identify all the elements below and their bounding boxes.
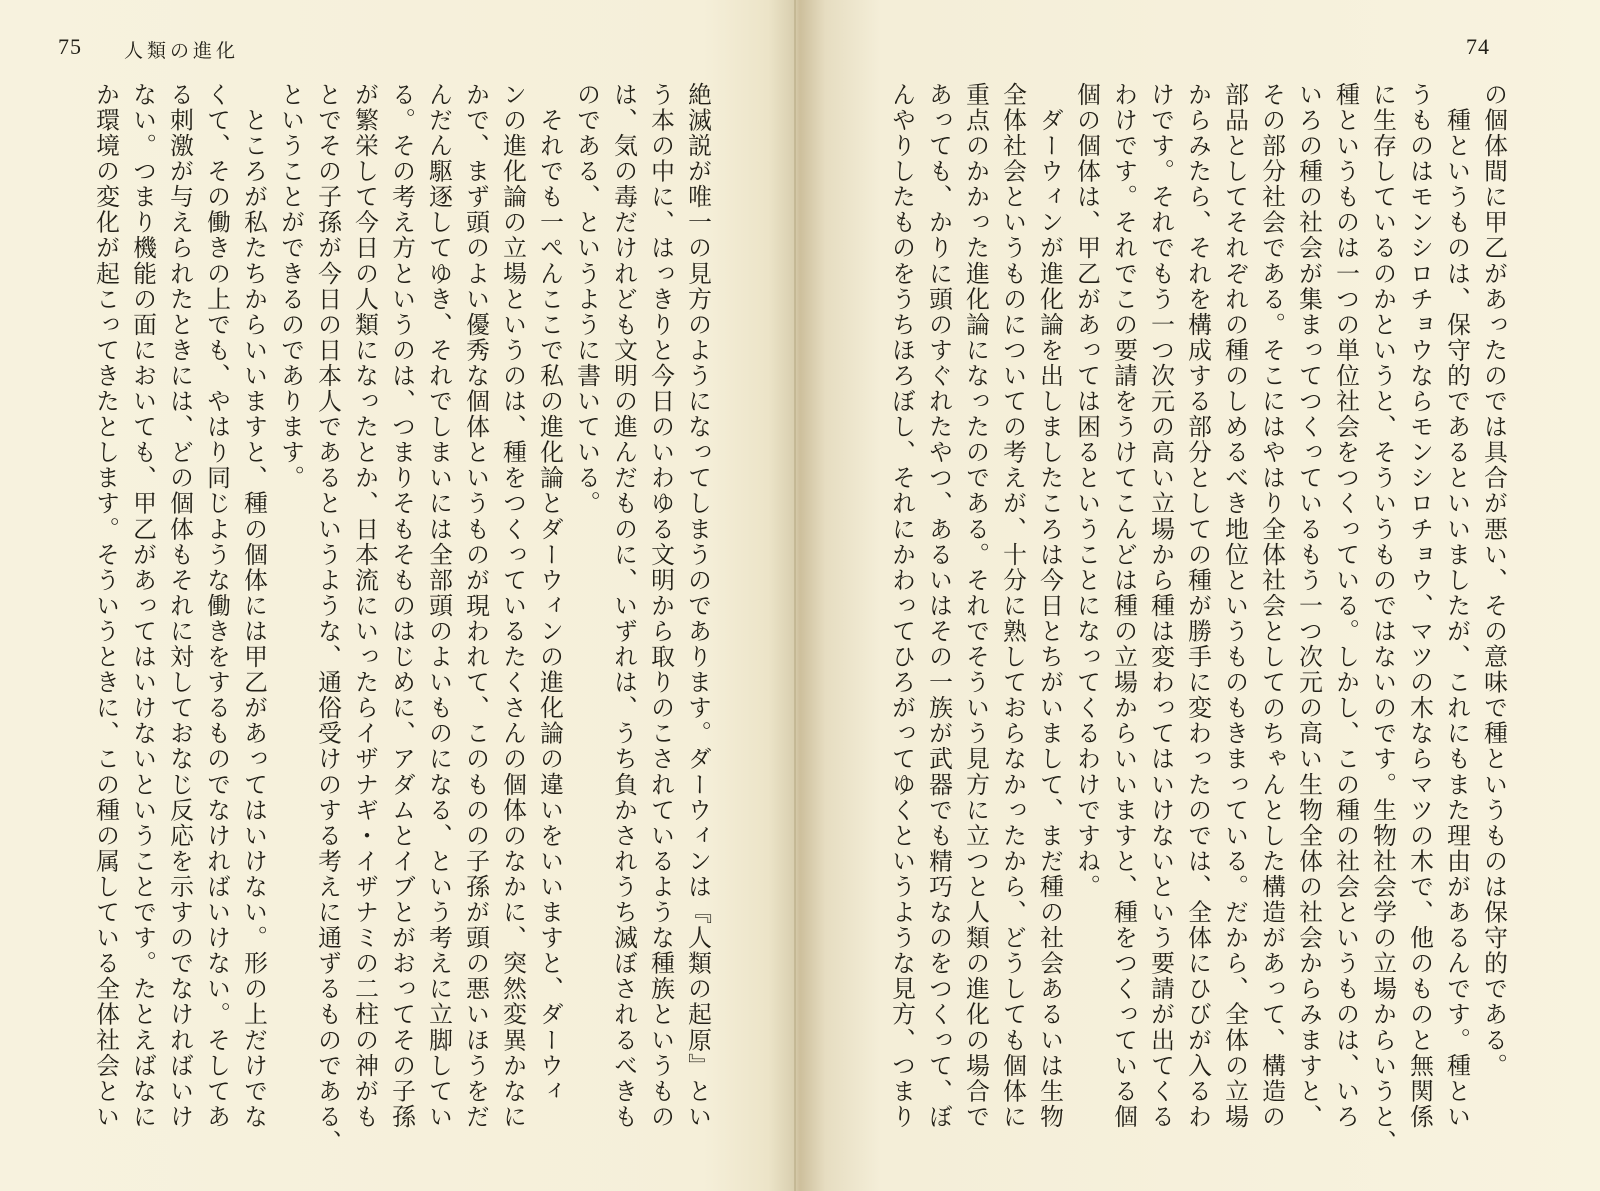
right-page-number: 74 [1466,34,1490,59]
text-column: うものはモンシロチョウならモンシロチョウ、マツの木ならマツの木で、他のものと無関係 [1406,82,1434,1130]
right-page [800,0,1600,1191]
text-column: のである、というように書いている。 [573,82,601,517]
text-column: からみたら、それを構成する部分としての種が勝手に変わったのでは、全体にひびが入るわ [1184,82,1212,1130]
text-column: ンの進化論の立場というのは、種をつくっているたくさんの個体のなかに、突然変異かなに [499,82,527,1130]
text-column: その部分社会である。そこにはやはり全体社会としてのちゃんとした構造があって、構造の [1258,82,1286,1130]
left-page-number: 75 [58,34,82,59]
text-column: 種というものは一つの単位社会をつくっている。しかし、この種の社会というものは、いろ [1332,82,1360,1130]
text-column: わけです。それでこの要請をうけてこんどは種の立場からいいますと、種をつくっている個 [1110,82,1138,1130]
text-column: あっても、かりに頭のすぐれたやつ、あるいはその一族が武器でも精巧なのをつくって、ぼ [925,82,953,1130]
text-column: る。その考え方というのは、つまりそもそものはじめに、アダムとイブとがおってその子孫 [388,82,416,1130]
text-column: ところが私たちからいいますと、種の個体には甲乙があってはいけない。形の上だけでな [240,82,268,1130]
text-column: ダーウィンが進化論を出しましたころは今日とちがいまして、まだ種の社会あるいは生物 [1036,82,1064,1130]
text-column: る刺激が与えられたときには、どの個体もそれに対しておなじ反応を示すのでなければいけ [166,82,194,1130]
text-column: とでその子孫が今日の日本人であるというような、通俗受けのする考えに通ずるものである、 [314,82,342,1156]
text-column: か環境の変化が起こってきたとします。そういうときに、この種の属している全体社会とい [92,82,120,1130]
text-column: んだん駆逐してゆき、それでしまいには全部頭のよいものになる、という考えに立脚してい [425,82,453,1130]
text-column: 絶滅説が唯一の見方のようになってしまうのであります。ダーウィンは『人類の起原』とい [684,82,712,1130]
right-page-body [883,82,1512,1162]
text-column: んやりしたものをうちほろぼし、それにかわってひろがってゆくというような見方、つまり [888,82,916,1130]
text-column: が繁栄して今日の人類になったとか、日本流にいったらイザナギ・イザナミの二柱の神がも [351,82,379,1130]
text-column: 重点のかかった進化論になったのである。それでそういう見方に立つと人類の進化の場合で [962,82,990,1130]
text-column: の個体間に甲乙があったのでは具合が悪い、その意味で種というものは保守的である。 [1480,82,1508,1079]
text-column: それでも一ぺんここで私の進化論とダーウィンの進化論の違いをいいますと、ダーウィ [536,82,564,1104]
text-column: に生存しているのかというと、そういうものではないのです。生物社会学の立場からいうと、 [1369,82,1397,1156]
book-gutter [794,0,796,1191]
left-page-body [87,82,716,1162]
text-column: 種というものは、保守的であるといいましたが、これにもまた理由があるんです。種とい [1443,82,1471,1130]
text-column: ということができるのであります。 [277,82,305,491]
left-page [0,0,790,1191]
text-column: う本の中に、はっきりと今日のいわゆる文明から取りのこされているような種族というもの [647,82,675,1130]
text-column: けです。それでもう一つ次元の高い立場から種は変わってはいけないという要請が出てくる [1147,82,1175,1130]
text-column: いろの種の社会が集まってつくっているもう一つ次元の高い生物全体の社会からみますと、 [1295,82,1323,1130]
text-column: は、気の毒だけれども文明の進んだものに、いずれは、うち負かされうち滅ぼされるべきも [610,82,638,1130]
text-column: 個の個体は、甲乙があっては困るということになってくるわけですね。 [1073,82,1101,900]
text-column: ない。つまり機能の面においても、甲乙があってはいけないということです。たとえばなに [129,82,157,1130]
text-column: くて、その働きの上でも、やはり同じような働きをするものでなければいけない。そしてあ [203,82,231,1130]
text-column: 部品としてそれぞれの種のしめるべき地位というものもきまっている。だから、全体の立場 [1221,82,1249,1130]
running-head: 人類の進化 [124,40,240,62]
text-column: かで、まず頭のよい優秀な個体というものが現われて、このものの子孫が頭の悪いほうをだ [462,82,490,1130]
text-column: 全体社会というものについての考えが、十分に熟しておらなかったから、どうしても個体に [999,82,1027,1130]
